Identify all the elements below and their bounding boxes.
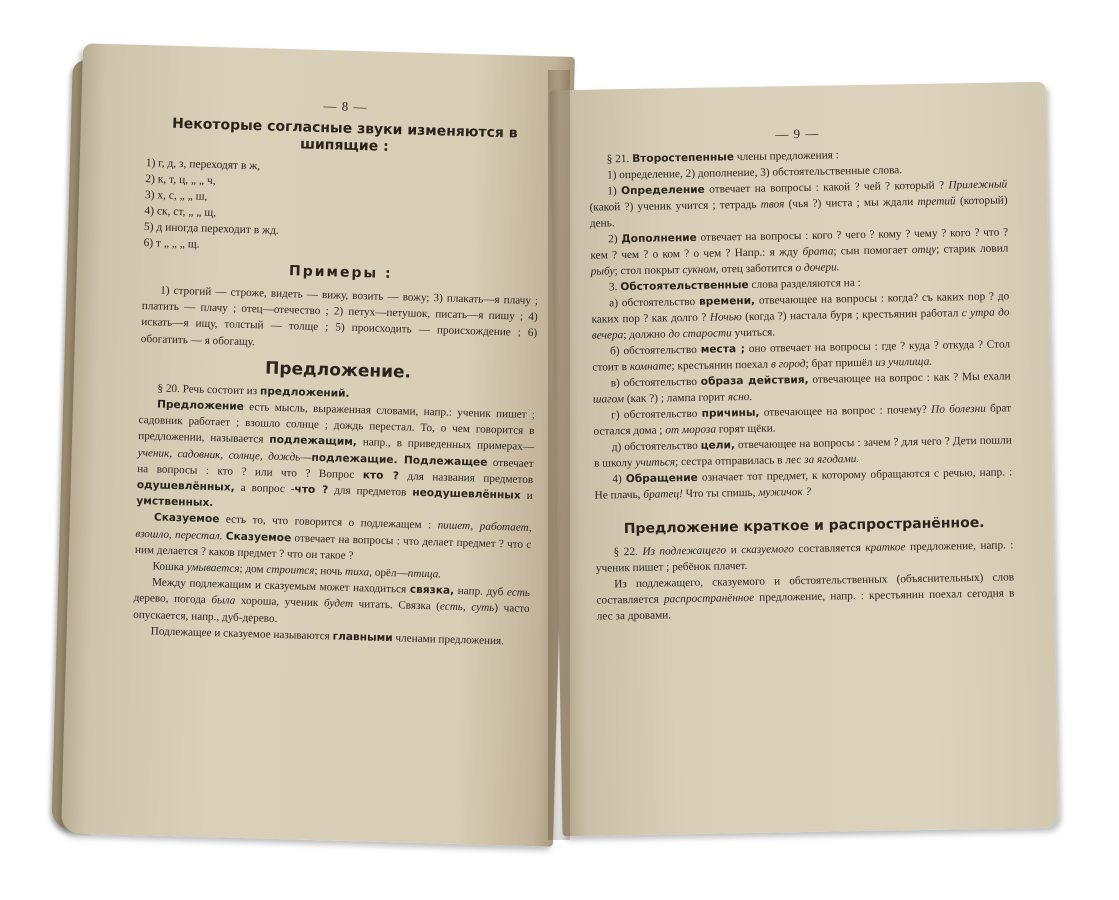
bold-term: времени, [698,294,756,308]
italic-example: есть, суть [439,600,495,615]
text: есть то, что говорится о подлежащем : [225,513,432,532]
italic-example: от мороза [665,423,717,437]
text: Что ты спишь, [685,486,756,501]
text: оно отвечает на вопросы : где ? куда ? откуда ? Стол стоит в [592,338,1011,374]
list-item: 1) г, д, з, переходят в ж, [145,157,261,173]
text: орёл— [374,566,408,580]
text: отвечающее на вопрос : как ? Мы ехали [812,370,1011,386]
text: отвечает на вопросы : какой ? чей ? который ? [709,179,945,196]
italic-example: третий [917,195,956,208]
bold-term: Определение [621,183,705,198]
text: ; брат пришёл [805,356,873,370]
italic-example: Из подлежащего [642,544,727,558]
italic-example: ясно. [727,390,753,404]
italic-example: учиться [635,456,676,469]
text: горят щёки. [718,422,776,436]
text: 3. [608,281,618,294]
list-item: 6) т „ „ „ щ. [143,237,200,251]
short-extended-heading: Предложение краткое и распространённое. [623,514,985,538]
bold-term: кто ? [362,469,400,483]
text: для названия предметов [407,470,534,486]
bold-term: Сказуемое [153,511,220,526]
bold-term: Предложение [156,398,245,413]
text: отвечает на вопросы : что делает предмет ? что с ним делается ? каков предмет ? что он такое ? [134,532,532,562]
italic-example: будет [323,597,354,611]
text: отвечающее на вопросы : когда? съ каких пор ? до каких пор ? как долго ? [591,290,1010,326]
text: ; сестра отправилась в лес [674,454,802,469]
text: д) обстоятельство [611,439,698,454]
text: брат остался дома ; [593,402,1012,438]
italic-example: есть [506,586,531,600]
italic-example: строится [266,563,315,577]
bold-term: главными [332,630,393,645]
text: ; старик ловил [936,242,1009,256]
text: Подлежащее и сказуемое называются [150,625,330,643]
text: ; крестьянин поехал [671,358,769,373]
text: — [300,451,312,464]
text: § 21. [606,153,630,166]
text: (как ?) ; лампа горит [626,391,726,406]
bold-term: причины, [701,406,760,420]
left-page [61,43,575,846]
text: слова разделяются на : [751,276,861,291]
page-number-left: — 8 — [323,98,368,115]
text: дерево, погода [133,592,207,607]
text: 1) [607,185,617,198]
page-number-right: — 9 — [775,125,820,142]
text: напр. дуб [457,585,504,599]
text: отец заботится [721,262,793,276]
examples-paragraph: 1) строгий — строже, видеть — вижу, возить — вожу; 3) плакать—я плачу ; платить — плачу ; отец—отечество ; 2) петух—петушок, писать—я пишу ; 4) искать—я ищу, толстый — толще ; 5) происходить — происхождение ; 6) обогатить — я обогащу. [140,284,539,348]
text: б) обстоятельство [609,343,697,358]
list-item: 3) х, с, „ „ ш, [144,189,208,203]
italic-example: распространённое [663,591,755,606]
text: хороша, ученик [240,595,319,610]
bold-term: связка, [409,583,455,598]
text: ; должно [623,328,666,342]
paragraph-s21-list: 1) определение, 2) дополнение, 3) обстоятельственные слова. [606,164,903,182]
paragraph-definition [136,396,535,520]
italic-example: тиха, [344,565,373,579]
text: и [526,489,533,503]
italic-example: По болезни [931,402,986,416]
italic-example: птица. [407,567,442,581]
bold-term: предложений. [259,385,350,400]
book-spine [548,70,570,840]
text: означает тот предмет, к которому обращаются с речью, напр. : Не плачь, [594,466,1013,502]
paragraph-attribute [589,176,1008,231]
italic-example: Прилежный [948,178,1008,192]
bold-term: подлежащие. Подлежащее [311,451,488,469]
text: для предметов [334,484,407,499]
text: отвечает на вопросы : кого ? чего ? кому ? чему ? кого ? что ? кем ? чем ? о ком ? о чем ? Напр.: я жду [590,226,1009,262]
text: ; ночь [314,564,343,578]
italic-example: сказуемого [741,543,794,557]
italic-example: комнате [629,360,672,374]
italic-example: умывается [186,561,240,575]
paragraph-object [590,224,1009,279]
italic-example: с утра до вечера [591,306,1010,342]
text: 2) [608,233,618,246]
examples-heading: Примеры : [288,263,393,283]
italic-example: рыбу [590,265,615,278]
list-item: 5) д иногда переходит в жд. [143,221,279,237]
text: составляется [798,542,861,556]
italic-example: до старости [668,327,732,341]
italic-example: отцу [911,243,937,257]
text: а) обстоятельство [609,295,696,310]
bold-term: Второстепенные [632,151,735,165]
bold-term: образа действия, [700,373,809,388]
text: читать. Связка ( [358,598,441,613]
italic-example: Ночью [709,311,742,324]
text: предложение, напр. : ученик пишет ; ребёнок плачет. [595,539,1014,575]
bold-term: цели, [700,439,736,452]
italic-example: твоя [760,198,785,211]
italic-example: была [211,594,236,608]
italic-example: шагом [592,393,625,406]
italic-example: мужичок ? [758,485,812,499]
text: § 22. [613,545,638,559]
text: отвечает на вопросы : кто ? или что ? Вопрос [137,456,534,481]
text: (который) день. [589,194,1008,230]
italic-example: о дочери. [795,261,840,275]
list-item: 4) ск, ст, „ „ щ, [144,205,217,220]
italic-example: ученик, садовник, солнце, дождь [137,446,301,464]
text: отвечающее на вопрос : почему? [763,403,927,419]
text: предложение, напр. : крестьянин поехал сегодня в лес за дровами. [596,587,1015,623]
text: (когда ?) настала буря ; крестьянин работал [745,307,959,324]
bold-term: места ; [700,343,746,356]
text: Между подлежащим и сказуемым может находиться [151,576,407,596]
text: члены предложения : [736,149,839,164]
italic-example: краткое [865,541,906,554]
italic-example: из училища. [875,355,933,369]
italic-example: за ягодами. [804,453,860,466]
text: (чья ?) чиста ; мы ждали [788,196,914,211]
text: ) часто опускается, напр., дуб-дерево. [133,602,530,625]
bold-term: неодушевлённых [412,486,521,502]
text: отвечающее на вопросы : зачем ? для чего ? Дети пошли в школу [593,434,1012,470]
paragraph-s22-extended [596,569,1015,624]
consonants-heading: Некоторые согласные звуки изменяются в шипящие : [171,115,518,155]
text: § 20. Речь состоит из [157,382,258,398]
consonant-shift-list [143,155,542,262]
text: ; стол покрыт [614,264,680,278]
bold-term: подлежащим, [269,434,358,449]
text: ; дом [239,562,264,576]
text: есть мысль, выраженная словами, напр.: ученик пишет ; садовник работает ; взошло солнце ; дождь перестал. То, о чем говорится в предложении, называется [138,401,536,446]
text: (какой ?) ученик учится ; тетрадь [589,198,757,214]
bold-term: Обстоятельственные [620,278,749,294]
text: членами предложения. [395,632,505,648]
text: в) обстоятельство [610,375,698,390]
bold-term: Обращение [625,471,698,486]
text: г) обстоятельство [611,407,698,422]
text: и [730,544,737,557]
italic-example: сукном, [682,263,719,277]
italic-example: брата [802,245,834,258]
bold-term: одушевлённых, [136,478,235,494]
text: Из подлежащего, сказуемого и обстоятельственных (объяснительных) слов составляется [596,571,1015,607]
text: Кошка [152,560,185,574]
bold-term: Сказуемое [225,530,292,544]
italic-example: в город [770,357,806,371]
text: учиться. [734,326,776,340]
paragraph-time [591,288,1010,343]
bold-term: умственных. [136,495,214,510]
sentence-section-heading: Предложение. [264,358,412,383]
text: напр., в приведенных примерах— [362,436,535,454]
bold-term: что ? [294,483,329,497]
text: а вопрос - [240,481,295,496]
list-item: 2) к, т, ц, „ „ ч, [145,173,216,188]
text: ; сын помогает [833,244,908,258]
italic-example: братец! [643,488,683,501]
bold-term: Дополнение [621,231,697,246]
text: 4) [612,473,622,486]
italic-example: пишет, работает, взошло, перестал. [135,519,532,543]
right-page [550,82,1059,837]
